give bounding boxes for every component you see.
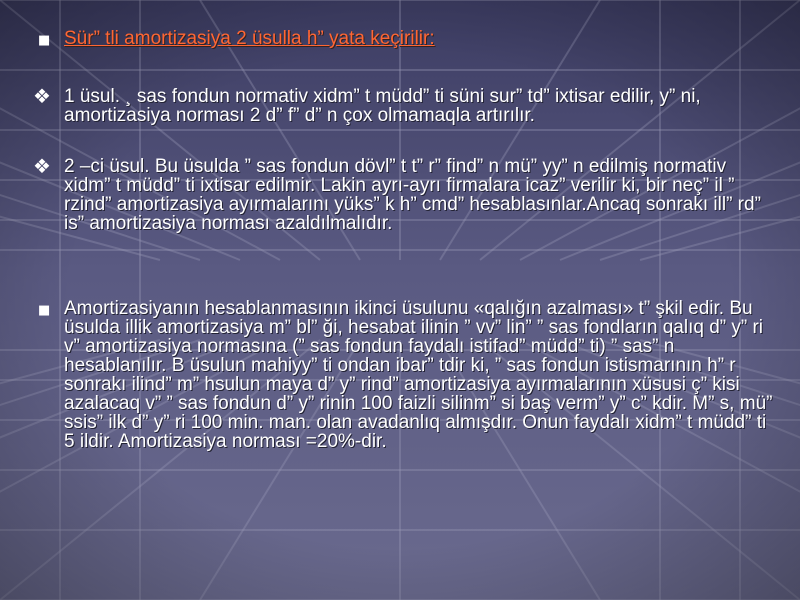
list-item-text: 2 –ci üsul. Bu üsulda ” sas fondun dövl” t t” r” find” n mü” yy” n edilmiş normativ xidm” t müdd” ti ixtisar edilmir. Lakin ayrı-ayrı firmalara icaz” verilir ki, bir neç” il ” rzind” amortizasiya ayırmalarını yüks” k h” cmd” hesablasınlar.Ancaq sonrakı ill” rd” is” amortizasiya norması azaldılmalıdır. [64,156,761,234]
square-bullet-icon: ■ [38,303,51,318]
list-item-text: Amortizasiyanın hesablanmasının ikinci üsulunu «qalığın azalması» t” şkil edir. Bu üsulda illik amortizasiya m” bl” ği, hesabat ilinin ” vv” lin” ” sas fondların qalıq d” y” ri v” amortizasiya normasına (” sas fondun faydalı istifad” müdd” ti) ” sas” n hesablanılır. B üsulun mahiyy” ti ondan ibar” tdir ki, ” sas fondun istismarının h” r sonrakı ilind” m” hsulun maya d” y” rind” amortizasiya ayırmalarının xüsusi ç” kisi azalacaq v” ” sas fondun d” y” rinin 100 faizli silinm” si baş verm” y” c” kdir. M” s, mü” ssis” ilk d” y” ri 100 min. man. olan avadanlıq almışdır. Onun faydalı xidm” t müdd” ti 5 ildir. Amortizasiya norması =20%-dir. [64,298,773,452]
square-bullet-icon: ■ [38,33,51,48]
slide-title: Sür” tli amortizasiya 2 üsulla h” yata keçirilir: [64,28,435,49]
title-row [36,29,776,48]
list-item-text: 1 üsul. ¸ sas fondun normativ xidm” t müdd” ti süni sur” td” ixtisar edilir, y” ni, amortizasiya norması 2 d” f” d” n çox olmamaqla artırılır. [64,86,701,126]
list-item [33,84,776,126]
diamond-bullet-icon: ❖ [33,84,51,108]
list-item [36,299,776,451]
list-item [33,154,776,234]
diamond-bullet-icon: ❖ [33,154,51,178]
